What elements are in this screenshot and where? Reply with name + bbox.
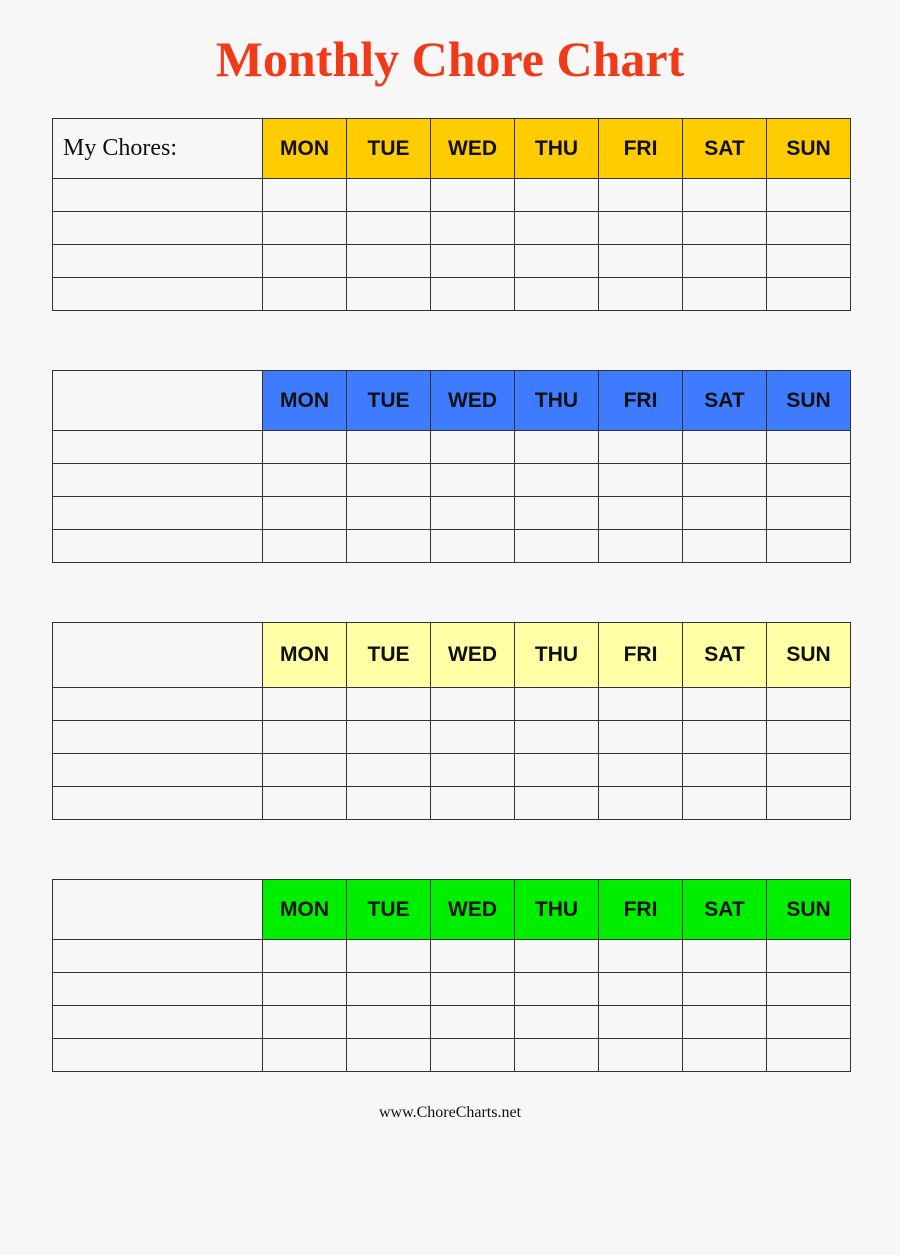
check-cell-tue[interactable]	[347, 754, 431, 787]
check-cell-sat[interactable]	[683, 1006, 767, 1039]
footer-url: www.ChoreCharts.net	[378, 1104, 522, 1121]
check-cell-sat[interactable]	[683, 787, 767, 820]
check-cell-sun[interactable]	[767, 973, 851, 1006]
check-cell-thu[interactable]	[515, 464, 599, 497]
check-cell-wed[interactable]	[431, 431, 515, 464]
page-title: Monthly Chore Chart	[215, 31, 685, 87]
check-cell-tue[interactable]	[347, 1006, 431, 1039]
check-cell-wed[interactable]	[431, 497, 515, 530]
header-row	[53, 119, 851, 179]
check-cell-sun[interactable]	[767, 530, 851, 563]
check-cell-sun[interactable]	[767, 754, 851, 787]
check-cell-fri[interactable]	[599, 497, 683, 530]
check-cell-thu[interactable]	[515, 212, 599, 245]
day-header-mon: MON	[263, 119, 347, 179]
check-cell-fri[interactable]	[599, 464, 683, 497]
chore-name-cell[interactable]	[53, 1039, 263, 1072]
check-cell-mon[interactable]	[263, 754, 347, 787]
check-cell-tue[interactable]	[347, 787, 431, 820]
day-header-fri: FRI	[599, 623, 683, 688]
check-cell-tue[interactable]	[347, 497, 431, 530]
day-header-thu: THU	[515, 119, 599, 179]
check-cell-mon[interactable]	[263, 940, 347, 973]
chore-name-cell[interactable]	[53, 497, 263, 530]
check-cell-fri[interactable]	[599, 1039, 683, 1072]
check-cell-thu[interactable]	[515, 1006, 599, 1039]
check-cell-wed[interactable]	[431, 530, 515, 563]
check-cell-thu[interactable]	[515, 688, 599, 721]
check-cell-tue[interactable]	[347, 464, 431, 497]
check-cell-sun[interactable]	[767, 1006, 851, 1039]
check-cell-sat[interactable]	[683, 973, 767, 1006]
check-cell-fri[interactable]	[599, 787, 683, 820]
check-cell-tue[interactable]	[347, 973, 431, 1006]
check-cell-fri[interactable]	[599, 245, 683, 278]
chore-name-cell[interactable]	[53, 278, 263, 311]
chore-name-cell[interactable]	[53, 1006, 263, 1039]
check-cell-fri[interactable]	[599, 1006, 683, 1039]
check-cell-sun[interactable]	[767, 787, 851, 820]
chore-row	[53, 464, 851, 497]
day-header-wed: WED	[431, 371, 515, 431]
check-cell-wed[interactable]	[431, 787, 515, 820]
check-cell-mon[interactable]	[263, 212, 347, 245]
check-cell-sun[interactable]	[767, 212, 851, 245]
check-cell-thu[interactable]	[515, 973, 599, 1006]
check-cell-sat[interactable]	[683, 754, 767, 787]
day-header-mon: MON	[263, 880, 347, 940]
check-cell-wed[interactable]	[431, 278, 515, 311]
chore-row	[53, 787, 851, 820]
chore-row	[53, 497, 851, 530]
check-cell-mon[interactable]	[263, 497, 347, 530]
check-cell-wed[interactable]	[431, 212, 515, 245]
check-cell-mon[interactable]	[263, 431, 347, 464]
check-cell-mon[interactable]	[263, 278, 347, 311]
check-cell-fri[interactable]	[599, 754, 683, 787]
day-header-sat: SAT	[683, 119, 767, 179]
check-cell-tue[interactable]	[347, 212, 431, 245]
check-cell-thu[interactable]	[515, 940, 599, 973]
day-header-tue: TUE	[347, 880, 431, 940]
check-cell-mon[interactable]	[263, 179, 347, 212]
check-cell-thu[interactable]	[515, 431, 599, 464]
day-header-tue: TUE	[347, 119, 431, 179]
check-cell-fri[interactable]	[599, 179, 683, 212]
chore-row	[53, 754, 851, 787]
day-header-thu: THU	[515, 623, 599, 688]
day-header-sat: SAT	[683, 371, 767, 431]
header-row	[53, 371, 851, 431]
check-cell-sat[interactable]	[683, 245, 767, 278]
check-cell-sun[interactable]	[767, 940, 851, 973]
day-header-wed: WED	[431, 119, 515, 179]
check-cell-mon[interactable]	[263, 1039, 347, 1072]
day-header-wed: WED	[431, 880, 515, 940]
chore-row	[53, 1006, 851, 1039]
chore-name-cell[interactable]	[53, 245, 263, 278]
chore-row	[53, 688, 851, 721]
check-cell-mon[interactable]	[263, 973, 347, 1006]
check-cell-sun[interactable]	[767, 278, 851, 311]
check-cell-mon[interactable]	[263, 787, 347, 820]
day-header-fri: FRI	[599, 119, 683, 179]
check-cell-fri[interactable]	[599, 721, 683, 754]
check-cell-tue[interactable]	[347, 278, 431, 311]
check-cell-sat[interactable]	[683, 497, 767, 530]
check-cell-wed[interactable]	[431, 973, 515, 1006]
check-cell-sun[interactable]	[767, 497, 851, 530]
chore-label-cell[interactable]	[53, 623, 263, 688]
check-cell-sat[interactable]	[683, 721, 767, 754]
check-cell-thu[interactable]	[515, 278, 599, 311]
chore-table-3	[52, 622, 851, 820]
check-cell-sat[interactable]	[683, 431, 767, 464]
check-cell-wed[interactable]	[431, 754, 515, 787]
day-header-thu: THU	[515, 880, 599, 940]
chore-name-cell[interactable]	[53, 530, 263, 563]
check-cell-thu[interactable]	[515, 245, 599, 278]
check-cell-sun[interactable]	[767, 688, 851, 721]
check-cell-sat[interactable]	[683, 688, 767, 721]
header-row	[53, 623, 851, 688]
chore-name-cell[interactable]	[53, 787, 263, 820]
check-cell-wed[interactable]	[431, 464, 515, 497]
check-cell-tue[interactable]	[347, 721, 431, 754]
check-cell-wed[interactable]	[431, 940, 515, 973]
check-cell-tue[interactable]	[347, 245, 431, 278]
check-cell-sat[interactable]	[683, 179, 767, 212]
check-cell-wed[interactable]	[431, 1006, 515, 1039]
day-header-sun: SUN	[767, 623, 851, 688]
chore-row	[53, 1039, 851, 1072]
day-header-thu: THU	[515, 371, 599, 431]
check-cell-sun[interactable]	[767, 245, 851, 278]
check-cell-wed[interactable]	[431, 721, 515, 754]
check-cell-tue[interactable]	[347, 1039, 431, 1072]
check-cell-mon[interactable]	[263, 721, 347, 754]
chore-name-cell[interactable]	[53, 940, 263, 973]
check-cell-fri[interactable]	[599, 940, 683, 973]
chore-name-cell[interactable]	[53, 464, 263, 497]
chore-name-cell[interactable]	[53, 688, 263, 721]
chore-name-cell[interactable]	[53, 754, 263, 787]
check-cell-sat[interactable]	[683, 212, 767, 245]
check-cell-thu[interactable]	[515, 721, 599, 754]
check-cell-sun[interactable]	[767, 721, 851, 754]
chore-table-4	[52, 879, 851, 1072]
check-cell-sat[interactable]	[683, 278, 767, 311]
check-cell-tue[interactable]	[347, 179, 431, 212]
header-row	[53, 880, 851, 940]
check-cell-sun[interactable]	[767, 1039, 851, 1072]
check-cell-fri[interactable]	[599, 431, 683, 464]
check-cell-tue[interactable]	[347, 530, 431, 563]
check-cell-sun[interactable]	[767, 464, 851, 497]
chore-row	[53, 212, 851, 245]
day-header-sun: SUN	[767, 371, 851, 431]
check-cell-tue[interactable]	[347, 940, 431, 973]
check-cell-thu[interactable]	[515, 179, 599, 212]
chore-row	[53, 940, 851, 973]
chore-row	[53, 179, 851, 212]
check-cell-fri[interactable]	[599, 973, 683, 1006]
check-cell-fri[interactable]	[599, 212, 683, 245]
chore-name-cell[interactable]	[53, 179, 263, 212]
check-cell-fri[interactable]	[599, 688, 683, 721]
day-header-wed: WED	[431, 623, 515, 688]
check-cell-thu[interactable]	[515, 497, 599, 530]
day-header-mon: MON	[263, 371, 347, 431]
day-header-mon: MON	[263, 623, 347, 688]
chore-row	[53, 721, 851, 754]
check-cell-mon[interactable]	[263, 1006, 347, 1039]
day-header-fri: FRI	[599, 371, 683, 431]
check-cell-fri[interactable]	[599, 278, 683, 311]
chore-row	[53, 530, 851, 563]
day-header-tue: TUE	[347, 371, 431, 431]
day-header-fri: FRI	[599, 880, 683, 940]
chore-name-cell[interactable]	[53, 973, 263, 1006]
check-cell-fri[interactable]	[599, 530, 683, 563]
check-cell-sat[interactable]	[683, 530, 767, 563]
check-cell-mon[interactable]	[263, 688, 347, 721]
check-cell-wed[interactable]	[431, 245, 515, 278]
check-cell-tue[interactable]	[347, 688, 431, 721]
chore-label-cell[interactable]	[53, 371, 263, 431]
check-cell-thu[interactable]	[515, 754, 599, 787]
chore-label-cell[interactable]	[53, 880, 263, 940]
day-header-sun: SUN	[767, 880, 851, 940]
check-cell-sat[interactable]	[683, 464, 767, 497]
chore-row	[53, 431, 851, 464]
check-cell-wed[interactable]	[431, 179, 515, 212]
check-cell-sun[interactable]	[767, 431, 851, 464]
chore-row	[53, 278, 851, 311]
check-cell-wed[interactable]	[431, 1039, 515, 1072]
chore-row	[53, 973, 851, 1006]
check-cell-sat[interactable]	[683, 940, 767, 973]
day-header-tue: TUE	[347, 623, 431, 688]
check-cell-sat[interactable]	[683, 1039, 767, 1072]
chore-name-cell[interactable]	[53, 431, 263, 464]
chore-name-cell[interactable]	[53, 721, 263, 754]
check-cell-thu[interactable]	[515, 530, 599, 563]
day-header-sat: SAT	[683, 880, 767, 940]
check-cell-mon[interactable]	[263, 464, 347, 497]
check-cell-mon[interactable]	[263, 530, 347, 563]
chore-label-cell[interactable]: My Chores:	[53, 119, 263, 179]
check-cell-wed[interactable]	[431, 688, 515, 721]
check-cell-tue[interactable]	[347, 431, 431, 464]
day-header-sun: SUN	[767, 119, 851, 179]
chore-name-cell[interactable]	[53, 212, 263, 245]
check-cell-thu[interactable]	[515, 1039, 599, 1072]
chore-table-1	[52, 118, 851, 311]
day-header-sat: SAT	[683, 623, 767, 688]
check-cell-sun[interactable]	[767, 179, 851, 212]
check-cell-thu[interactable]	[515, 787, 599, 820]
chore-row	[53, 245, 851, 278]
chore-table-2	[52, 370, 851, 563]
check-cell-mon[interactable]	[263, 245, 347, 278]
